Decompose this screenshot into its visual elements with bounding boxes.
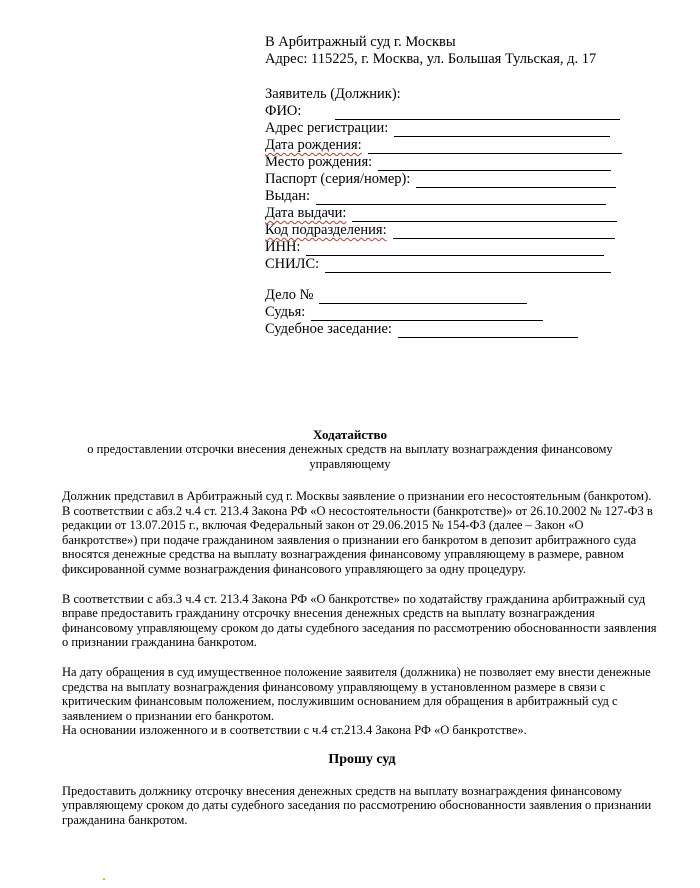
field-label: Выдан: (265, 188, 311, 204)
document-body (62, 489, 662, 827)
field-label: Дело № (265, 287, 314, 303)
fill-line (398, 325, 578, 338)
field-case-number (265, 287, 685, 304)
fill-line (416, 175, 616, 188)
field-issued-by (265, 188, 685, 205)
field-judge (265, 304, 685, 321)
field-label: ИНН: (265, 239, 301, 255)
conclusion: На основании изложенного и в соответствии с ч.4 ст.213.4 Закона РФ «О банкротстве». (62, 723, 527, 738)
request-text: Предоставить должнику отсрочку внесения денежных средств на выплату вознаграждения финансовому управляющему сроком до даты судебного заседания по рассмотрению обоснованности заявления о признании гражданина банкротом. (62, 783, 652, 827)
field-label: Судья: (265, 304, 306, 320)
fill-line (352, 209, 617, 222)
fill-line (394, 124, 610, 137)
court-name: В Арбитражный суд г. Москвы (265, 34, 456, 50)
fill-line (393, 226, 615, 239)
field-fio (265, 103, 685, 120)
field-department-code (265, 222, 685, 239)
field-label: Дата выдачи: (265, 205, 347, 221)
addressee-block (265, 34, 685, 338)
paragraph: В соответствии с абз.3 ч.4 ст. 213.4 Закона РФ «О банкротстве» по ходатайству гражданина арбитражный суд вправе предоставить гражданину отсрочку внесения денежных средств на выплату вознаграждения финансовому управляющему сроком до даты судебного заседания по рассмотрению обоснованности заявления о признании гражданина банкротом. (62, 591, 657, 650)
fill-line (335, 107, 620, 120)
field-snils (265, 256, 685, 273)
stray-mark (103, 878, 105, 880)
field-label: Судебное заседание: (265, 321, 392, 337)
fill-line (311, 308, 543, 321)
field-inn (265, 239, 685, 256)
field-birth-place (265, 154, 685, 171)
field-label: Код подразделения: (265, 222, 387, 238)
document-title-block (0, 427, 700, 472)
field-label: Адрес регистрации: (265, 120, 389, 136)
paragraph: Должник представил в Арбитражный суд г. Москвы заявление о признании его несостоятельным (банкротом). В соответствии с абз.2 ч.4 ст. 213.4 Закона РФ «О несостоятельности (банкротстве)» от 26.10.2002 № 127-ФЗ в редакции от 13.07.2015 г., включая Федеральный закон от 29.06.2015 № 154-ФЗ (далее – Закон «О банкротстве») при подаче гражданином заявления о признании его банкротом в депозит арбитражного суда вносятся денежные средства на выплату вознаграждения финансовому управляющему в размере, равном фиксированной сумме вознаграждения финансового управляющего за одну процедуру. (62, 489, 653, 576)
fill-line (368, 141, 622, 154)
fill-line (316, 192, 606, 205)
document-subtitle: о предоставлении отсрочки внесения денежных средств на выплату вознаграждения финансовому управляющему (87, 442, 613, 471)
field-birth-date (265, 137, 685, 154)
applicant-heading: Заявитель (Должник): (265, 86, 401, 102)
document-title: Ходатайство (313, 427, 387, 442)
field-issue-date (265, 205, 685, 222)
field-passport (265, 171, 685, 188)
fill-line (319, 291, 527, 304)
field-label: ФИО: (265, 103, 302, 119)
field-label: Паспорт (серия/номер): (265, 171, 411, 187)
fill-line (325, 260, 611, 273)
field-label: Место рождения: (265, 154, 373, 170)
field-label: СНИЛС: (265, 256, 320, 272)
fill-line (378, 158, 611, 171)
field-registration-address (265, 120, 685, 137)
field-hearing (265, 321, 685, 338)
paragraph: На дату обращения в суд имущественное положение заявителя (должника) не позволяет ему внести денежные средства на выплату вознаграждения финансовому управляющему в установленном размере в связи с критическим финансовым положением, послужившим основанием для обращения в арбитражный суд с заявлением о признании его банкротом. (62, 664, 651, 723)
field-label: Дата рождения: (265, 137, 362, 153)
ask-heading: Прошу суд (328, 751, 396, 767)
court-address: Адрес: 115225, г. Москва, ул. Большая Тульская, д. 17 (265, 51, 597, 67)
fill-line (306, 243, 604, 256)
